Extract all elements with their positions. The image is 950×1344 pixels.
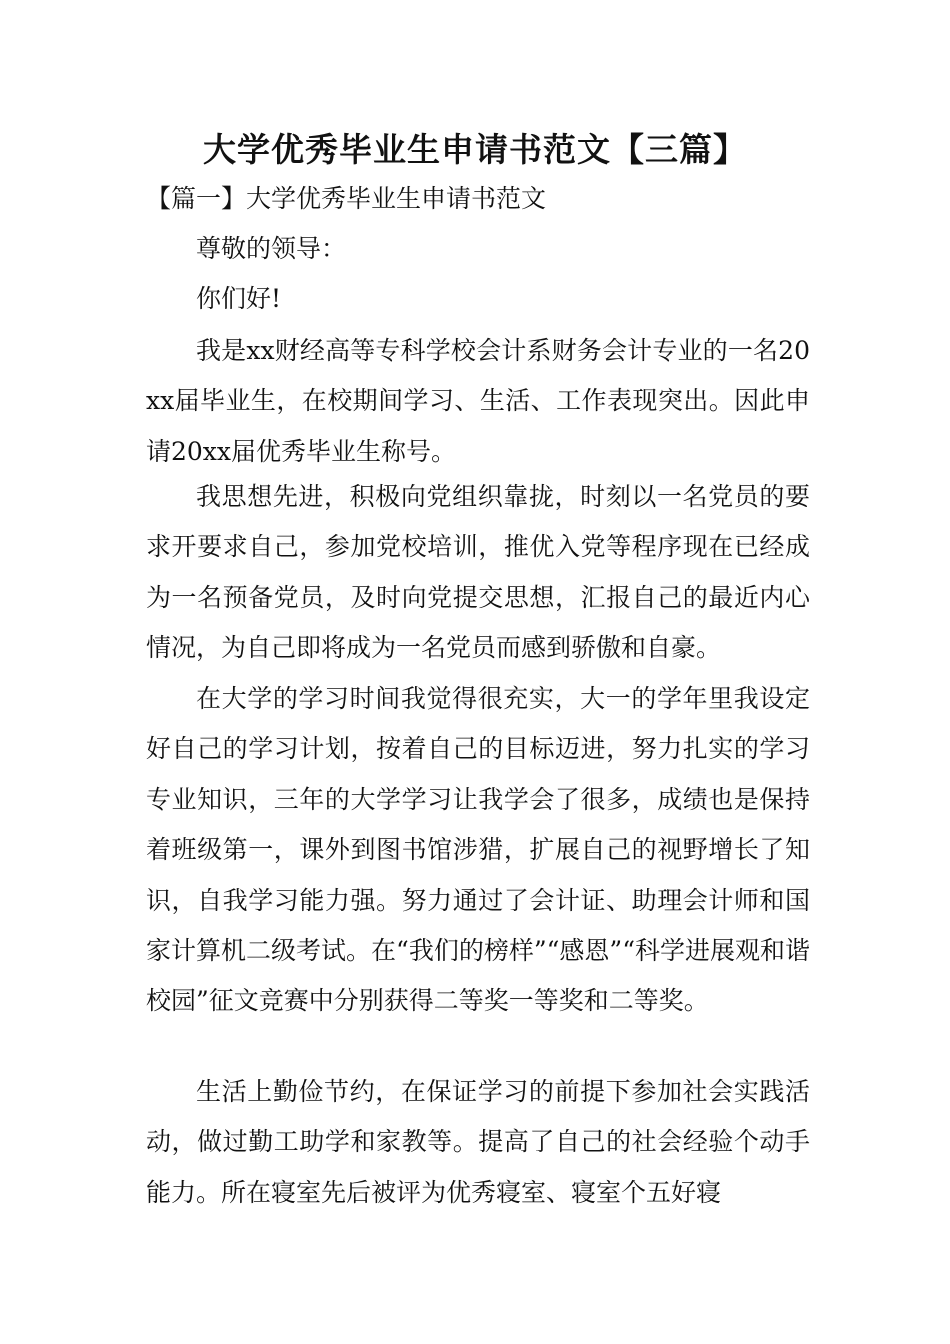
body-paragraphs	[146, 326, 810, 477]
paragraph: 生活上勤俭节约，在保证学习的前提下参加社会实践活动，做过勤工助学和家教等。提高了自己的社会经验个动手能力。所在寝室先后被评为优秀寝室、寝室个五好寝	[146, 1077, 810, 1207]
paragraph: 我思想先进，积极向党组织靠拢，时刻以一名党员的要求开要求自己，参加党校培训，推优入党等程序现在已经成为一名预备党员，及时向党提交思想，汇报自己的最近内心情况，为自己即将成为一名党员而感到骄傲和自豪。	[146, 482, 810, 663]
body-paragraphs	[146, 674, 810, 1027]
salutation: 尊敬的领导：	[196, 234, 347, 263]
body-paragraphs	[146, 1067, 810, 1227]
body-paragraphs	[146, 472, 810, 674]
paragraph: 我是xx财经高等专科学校会计系财务会计专业的一名20xx届毕业生，在校期间学习、生活、工作表现突出。因此申请20xx届优秀毕业生称号。	[146, 336, 810, 466]
document-title: 大学优秀毕业生申请书范文【三篇】	[203, 130, 747, 169]
greeting: 你们好!	[196, 284, 282, 313]
paragraph: 在大学的学习时间我觉得很充实，大一的学年里我设定好自己的学习计划，按着自己的目标迈进，努力扎实的学习专业知识，三年的大学学习让我学会了很多，成绩也是保持着班级第一，课外到图书馆涉猎，扩展自己的视野增长了知识，自我学习能力强。努力通过了会计证、助理会计师和国家计算机二级考试。在“我们的榜样”“感恩”“科学进展观和谐校园”征文竞赛中分别获得二等奖一等奖和二等奖。	[146, 684, 810, 1016]
section-heading: 【篇一】大学优秀毕业生申请书范文	[146, 184, 547, 213]
